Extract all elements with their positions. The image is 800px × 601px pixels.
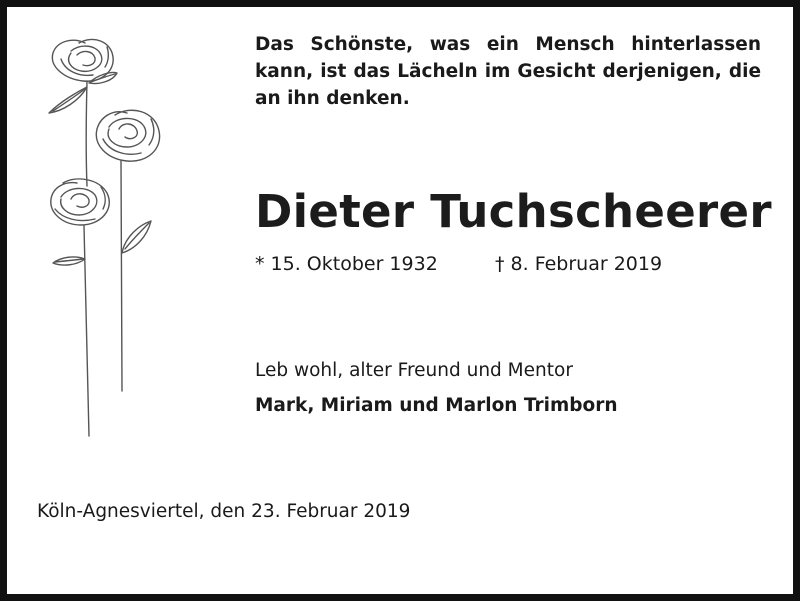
roses-illustration-icon [35, 31, 175, 451]
signers: Mark, Miriam und Marlon Trimborn [255, 395, 618, 416]
rose-top-icon [52, 39, 113, 81]
birth-date: * 15. Oktober 1932 [255, 253, 438, 275]
farewell-line: Leb wohl, alter Freund und Mentor [255, 360, 573, 381]
memorial-quote: Das Schönste, was ein Mensch hinterlassen kann, ist das Lächeln im Gesicht derjenigen, die an ihn denken. [255, 34, 761, 109]
deceased-name: Dieter Tuchscheerer [255, 185, 772, 238]
rose-middle-icon [96, 110, 159, 161]
leaves-icon [49, 72, 151, 265]
rose-lower-icon [51, 179, 109, 225]
life-dates [255, 253, 663, 275]
death-date: † 8. Februar 2019 [495, 253, 663, 275]
place-and-date: Köln-Agnesviertel, den 23. Februar 2019 [37, 501, 411, 522]
